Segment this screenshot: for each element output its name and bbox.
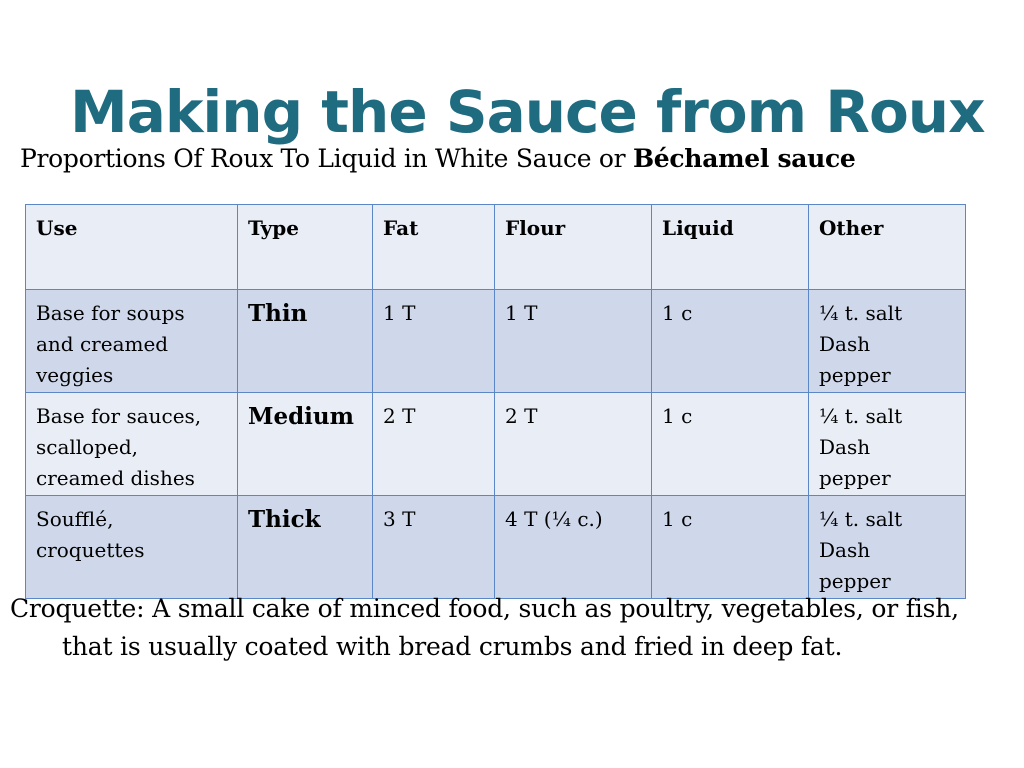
cell-liquid: 1 c [652, 393, 809, 496]
subtitle-emphasis: Béchamel sauce [632, 144, 856, 173]
header-type: Type [238, 205, 373, 290]
header-fat: Fat [373, 205, 495, 290]
other-line: Dash [819, 332, 871, 356]
other-line: pepper [819, 363, 891, 387]
cell-type: Thin [238, 290, 373, 393]
slide-title: Making the Sauce from Roux [70, 78, 985, 146]
header-use: Use [26, 205, 238, 290]
cell-fat: 1 T [373, 290, 495, 393]
other-line: Dash [819, 435, 871, 459]
table-header-row [26, 205, 966, 290]
cell-type: Thick [238, 496, 373, 599]
other-line: Dash [819, 538, 871, 562]
cell-use: Base for soups and creamed veggies [26, 290, 238, 393]
roux-proportions-table [25, 204, 966, 599]
table-row [26, 393, 966, 496]
cell-liquid: 1 c [652, 290, 809, 393]
cell-flour: 1 T [495, 290, 652, 393]
other-line: pepper [819, 466, 891, 490]
header-liquid: Liquid [652, 205, 809, 290]
cell-other [809, 393, 966, 496]
other-line: pepper [819, 569, 891, 593]
cell-flour: 2 T [495, 393, 652, 496]
cell-other [809, 496, 966, 599]
cell-fat: 2 T [373, 393, 495, 496]
cell-use: Base for sauces, scalloped, creamed dishes [26, 393, 238, 496]
header-flour: Flour [495, 205, 652, 290]
cell-other [809, 290, 966, 393]
table-row [26, 496, 966, 599]
header-other: Other [809, 205, 966, 290]
croquette-definition: Croquette: A small cake of minced food, such as poultry, vegetables, or fish, that is usually coated with bread crumbs and fried in deep fat. [10, 594, 959, 661]
cell-type: Medium [238, 393, 373, 496]
table-row [26, 290, 966, 393]
other-line: ¼ t. salt [819, 301, 903, 325]
cell-use: Soufflé, croquettes [26, 496, 238, 599]
subtitle-text: Proportions Of Roux To Liquid in White Sauce or [20, 144, 633, 173]
subtitle [20, 140, 856, 178]
cell-flour: 4 T (¼ c.) [495, 496, 652, 599]
cell-liquid: 1 c [652, 496, 809, 599]
other-line: ¼ t. salt [819, 404, 903, 428]
cell-fat: 3 T [373, 496, 495, 599]
other-line: ¼ t. salt [819, 507, 903, 531]
